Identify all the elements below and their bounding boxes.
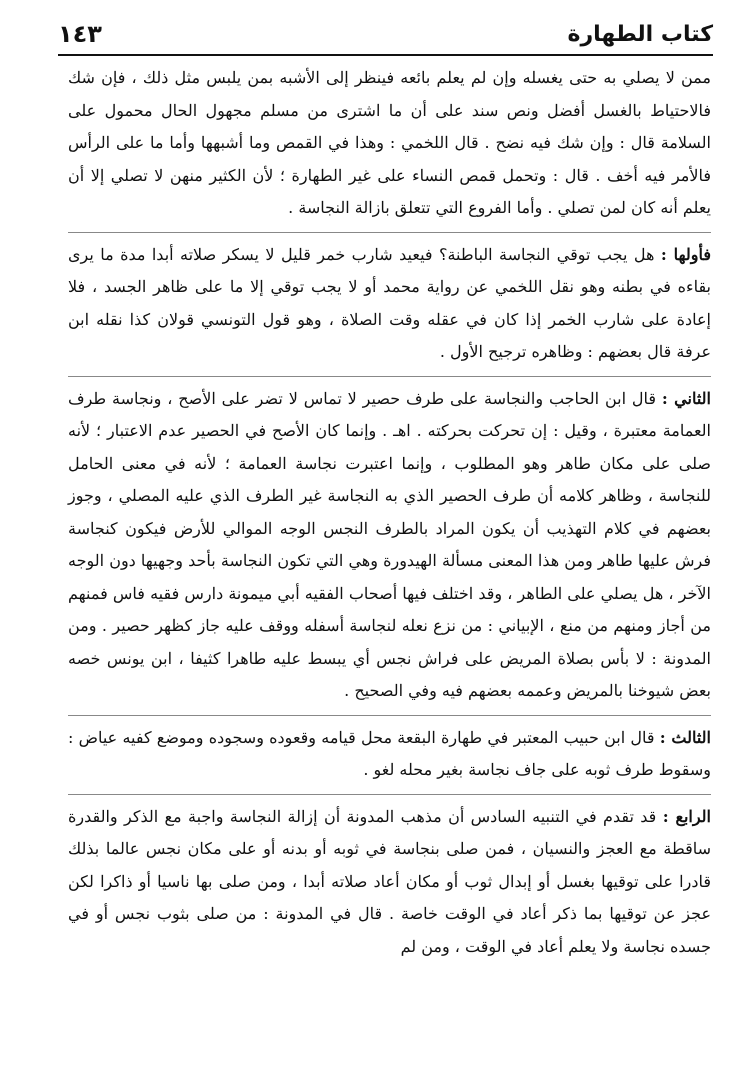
paragraph-fourth [68,801,711,964]
paragraph-text: قال ابن الحاجب والنجاسة على طرف حصير لا تماس لا تضر على الأصح ، ونجاسة طرف العمامة معتبرة ، وقيل : إن تحركت بحركته . اهـ . وإنما كان الأصح في الحصير عدم الاعتبار ؛ لأنه صلى على مكان طاهر وهو المطلوب ، وإنما اعتبرت نجاسة العمامة ؛ لأنه في معنى الحامل للنجاسة ، وظاهر كلامه أن طرف الحصير الذي به النجاسة غير الطرف الذي عليه المصلي ، وجوز بعضهم في كلام التهذيب أن يكون المراد بالطرف النجس الوجه الموالي للأرض فيكون كنجاسة فرش عليها طاهر ومن هذا المعنى مسألة الهيدورة وهي التي تكون النجاسة بأحد وجهيها دون الوجه الآخر ، هل يصلي على الطاهر ، وقد اختلف فيها أصحاب الفقيه أبي ميمونة دارس فقيه فاس فمنهم من أجاز ومنهم من منع ، الإبياني : من نزع نعله لنجاسة أسفله ووقف عليه جاز كظهر حصير . ومن المدونة : لا بأس بصلاة المريض على فراش نجس أي يبسط عليه طاهرا كثيفا ، ابن يونس خصه بعض شيوخنا بالمريض وعممه بعضهم فيه وفي الصحيح . [68,388,712,700]
section-divider [68,376,711,377]
section-heading-second: الثاني : [661,388,711,408]
section-divider [68,715,711,716]
book-title: كتاب الطهارة [567,21,713,47]
paragraph-text: ممن لا يصلي به حتى يغسله وإن لم يعلم بائعه فينظر إلى الأشبه بمن يلبس مثل ذلك ، فإن شك فالاحتياط بالغسل أفضل ونص سند على أن ما اشترى من مسلم مجهول الحال محمول على السلامة قال : وإن شك فيه نضح . قال اللخمي : وهذا في القمص وما أشبهها وأما ما على الرأس فالأمر فيه أخف . قال : وتحمل قمص النساء على غير الطهارة ؛ لأن الكثير منهن لا تصلي إلا أن يعلم أنه كان لمن تصلي . وأما الفروع التي تتعلق بازالة النجاسة . [68,68,711,217]
paragraph-second [68,383,711,708]
section-heading-third: الثالث : [659,727,711,747]
section-heading-fourth: الرابع : [662,806,712,826]
paragraph-intro [68,62,711,225]
paragraph-text: قال ابن حبيب المعتبر في طهارة البقعة محل قيامه وقعوده وسجوده وموضع كفيه عياض : وسقوط طرف ثوبه على جاف نجاسة بغير محله لغو . [68,727,711,779]
page-body [68,62,711,963]
section-divider [68,794,711,795]
paragraph-text: هل يجب توقي النجاسة الباطنة؟ فيعيد شارب خمر قليل لا يسكر صلاته أبدا مدة ما يرى بقاءه في بطنه وهو نقل اللخمي عن رواية محمد أو لا يجب توقي إلا ما على ظاهر الجسد ، فلا إعادة على شارب الخمر إذا كان في عقله وقت الصلاة ، وهو قول التونسي قولان كذا نقله ابن عرفة قال بعضهم : وظاهره ترجيح الأول . [68,244,711,361]
section-heading-first: فأولها : [660,244,711,264]
page-header [58,14,713,56]
paragraph-third [68,722,711,787]
page-number: ١٤٣ [58,20,102,48]
paragraph-text: قد تقدم في التنبيه السادس أن مذهب المدونة أن إزالة النجاسة واجبة مع الذكر والقدرة ساقطة مع العجز والنسيان ، فمن صلى بنجاسة في ثوبه أو بدنه أو على مكان نجس عالما بذلك قادرا على توقيها بغسل أو إبدال ثوب أو مكان أعاد صلاته أبدا ، ومن صلى بها ناسيا أو ذاكرا لكن عجز عن توقيها بما ذكر أعاد في الوقت خاصة . قال في المدونة : من صلى بثوب نجس أو في جسده نجاسة ولا يعلم أعاد في الوقت ، ومن لم [68,806,711,956]
paragraph-first [68,239,711,369]
section-divider [68,232,711,233]
